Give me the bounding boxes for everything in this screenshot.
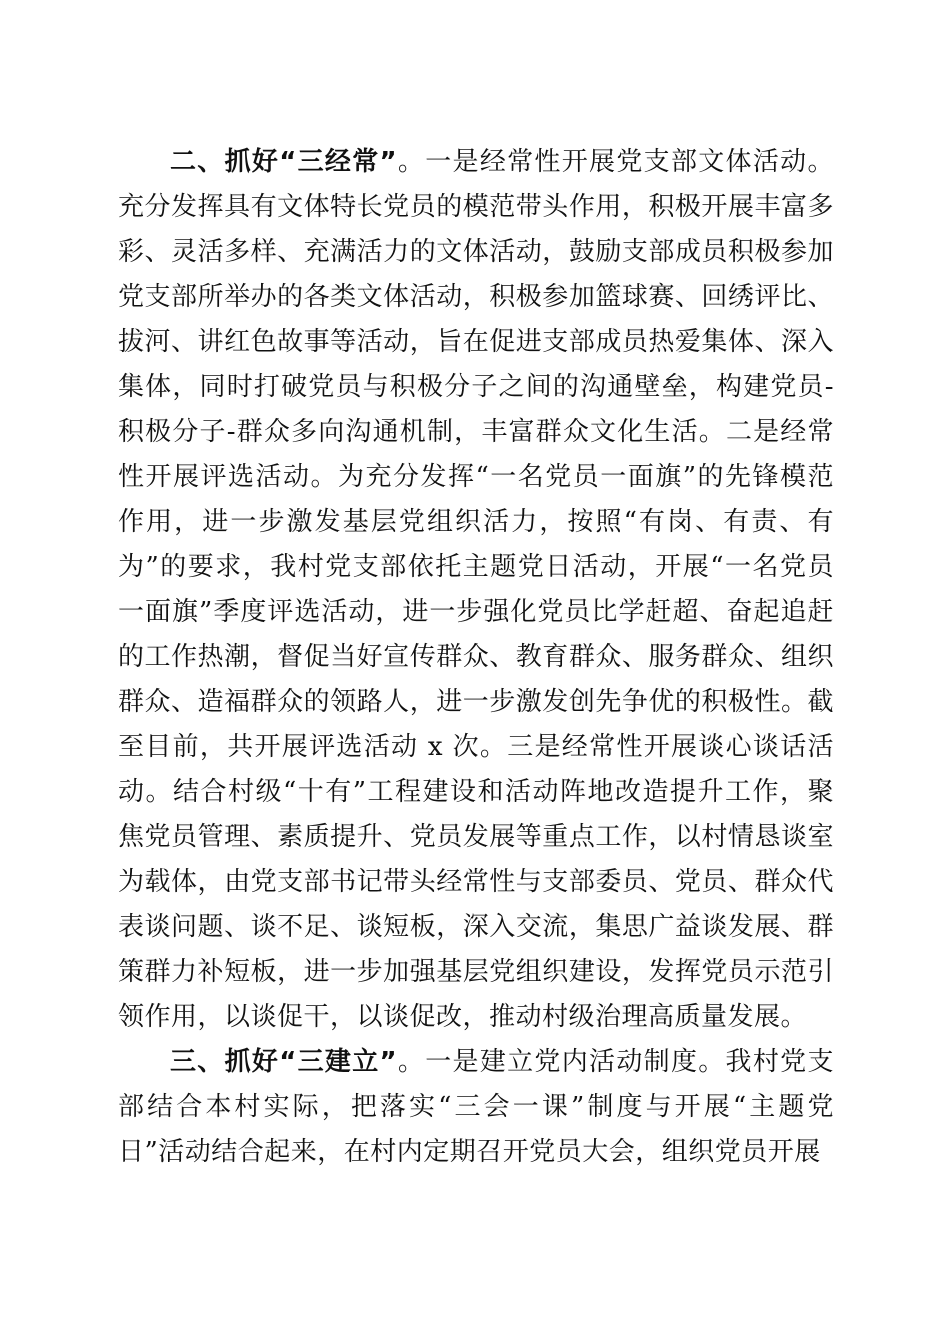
section-heading-two: 二、抓好“三经常”: [170, 147, 398, 177]
document-body: [118, 140, 834, 1175]
paragraph-san-jingchang: [118, 140, 834, 1040]
paragraph-text: 。一是经常性开展党支部文体活动。充分发挥具有文体特长党员的模范带头作用，积极开展丰富多彩、灵活多样、充满活力的文体活动，鼓励支部成员积极参加党支部所举办的各类文体活动，积极参加篮球赛、回绣评比、拔河、讲红色故事等活动，旨在促进支部成员热爱集体、深入集体，同时打破党员与积极分子之间的沟通壁垒，构建党员-积极分子-群众多向沟通机制，丰富群众文化生活。二是经常性开展评选活动。为充分发挥“一名党员一面旗”的先锋模范作用，进一步激发基层党组织活力，按照“有岗、有责、有为”的要求，我村党支部依托主题党日活动，开展“一名党员一面旗”季度评选活动，进一步强化党员比学赶超、奋起追赶的工作热潮，督促当好宣传群众、教育群众、服务群众、组织群众、造福群众的领路人，进一步激发创先争优的积极性。截至目前，共开展评选活动 x 次。三是经常性开展谈心谈话活动。结合村级“十有”工程建设和活动阵地改造提升工作，聚焦党员管理、素质提升、党员发展等重点工作，以村情恳谈室为载体，由党支部书记带头经常性与支部委员、党员、群众代表谈问题、谈不足、谈短板，深入交流，集思广益谈发展、群策群力补短板，进一步加强基层党组织建设，发挥党员示范引领作用，以谈促干，以谈促改，推动村级治理高质量发展。: [118, 147, 834, 1032]
paragraph-text: 。一是建立党内活动制度。我村党支部结合本村实际，把落实“三会一课”制度与开展“主题党日”活动结合起来，在村内定期召开党员大会，组织党员开展: [118, 1047, 834, 1167]
section-heading-three: 三、抓好“三建立”: [170, 1047, 398, 1077]
paragraph-san-jianli: [118, 1040, 834, 1175]
